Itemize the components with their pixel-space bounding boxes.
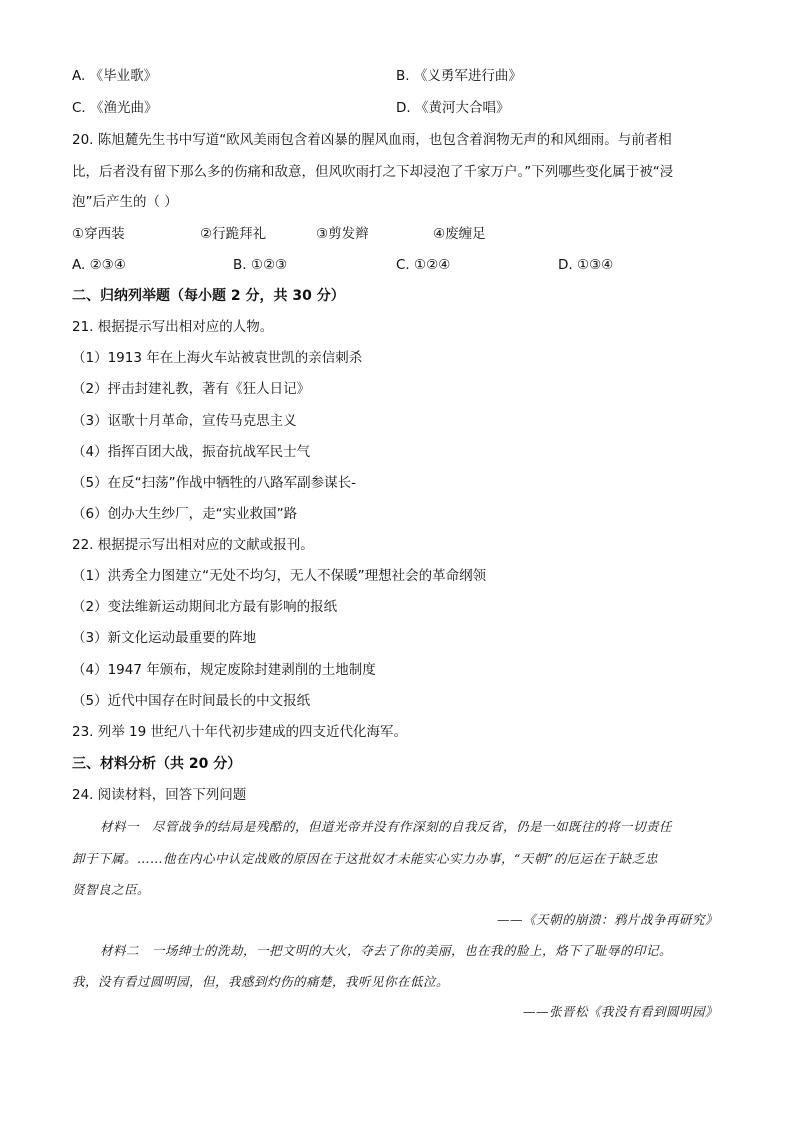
section-3-heading: 三、材料分析（共 20 分）: [72, 756, 242, 772]
q20-item-3: ③剪发辫: [316, 226, 369, 242]
q19-option-c: C. 《渔光曲》: [72, 100, 158, 116]
q19-option-b: B. 《义勇军进行曲》: [396, 68, 522, 84]
material-1-line-1: 材料一 尽管战争的结局是残酷的，但道光帝并没有作深刻的自我反省，仍是一如既往的将一切责任: [100, 819, 673, 834]
q22-item-2: （2）变法维新运动期间北方最有影响的报纸: [72, 599, 338, 615]
material-1-line-2: 卸于下属。……他在内心中认定战败的原因在于这批奴才未能实心实力办事，“天朝”的厄运在于缺乏忠: [72, 851, 658, 866]
q23-stem: 23. 列举 19 世纪八十年代初步建成的四支近代化海军。: [72, 724, 408, 740]
q21-item-3: （3）讴歌十月革命，宣传马克思主义: [72, 413, 297, 429]
material-2-line-2: 我，没有看过圆明园，但，我感到灼伤的痛楚，我听见你在低泣。: [72, 974, 450, 989]
q22-item-3: （3）新文化运动最重要的阵地: [72, 630, 257, 646]
q20-stem-line-3: 泡”后产生的（ ）: [72, 194, 178, 210]
q21-item-1: （1）1913 年在上海火车站被袁世凯的亲信刺杀: [72, 350, 363, 366]
q22-item-5: （5）近代中国存在时间最长的中文报纸: [72, 693, 311, 709]
q20-option-b: B. ①②③: [233, 257, 288, 273]
section-2-heading: 二、归纳列举题（每小题 2 分，共 30 分）: [72, 288, 345, 304]
q22-item-1: （1）洪秀全力图建立“无处不均匀，无人不保暖”理想社会的革命纲领: [72, 568, 487, 584]
q20-item-2: ②行跪拜礼: [200, 226, 267, 242]
q20-option-a: A. ②③④: [72, 257, 126, 273]
material-2-source: ——张晋松《我没有看到圆明园》: [522, 1004, 718, 1019]
q21-item-4: （4）指挥百团大战，振奋抗战军民士气: [72, 444, 311, 460]
q21-item-5: （5）在反“扫荡”作战中牺牲的八路军副参谋长-: [72, 475, 356, 491]
q20-stem-line-1: 20. 陈旭麓先生书中写道“欧风美雨包含着凶暴的腥风血雨，也包含着润物无声的和风细雨。与前者相: [72, 132, 672, 148]
q21-stem: 21. 根据提示写出相对应的人物。: [72, 319, 274, 335]
q21-item-2: （2）抨击封建礼教，著有《狂人日记》: [72, 381, 311, 397]
q21-item-6: （6）创办大生纱厂，走“实业救国”路: [72, 506, 298, 522]
q20-option-d: D. ①③④: [558, 257, 614, 273]
q24-stem: 24. 阅读材料，回答下列问题: [72, 787, 247, 803]
material-1-line-3: 贤智良之臣。: [72, 882, 151, 897]
material-1-source: ——《天朝的崩溃：鸦片战争再研究》: [496, 912, 718, 927]
q22-stem: 22. 根据提示写出相对应的文献或报刊。: [72, 537, 314, 553]
material-2-line-1: 材料二 一场绅士的洗劫，一把文明的大火，夺去了你的美丽，也在我的脸上，烙下了耻辱的印记。: [100, 943, 673, 958]
q22-item-4: （4）1947 年颁布，规定废除封建剥削的土地制度: [72, 662, 376, 678]
q19-option-d: D. 《黄河大合唱》: [396, 100, 510, 116]
q20-option-c: C. ①②④: [396, 257, 451, 273]
q20-item-4: ④废缠足: [433, 226, 486, 242]
q20-stem-line-2: 比，后者没有留下那么多的伤痛和敌意，但风吹雨打之下却浸泡了千家万户。”下列哪些变化属于被“浸: [72, 164, 674, 180]
q19-option-a: A. 《毕业歌》: [72, 68, 158, 84]
q20-item-1: ①穿西装: [72, 226, 125, 242]
